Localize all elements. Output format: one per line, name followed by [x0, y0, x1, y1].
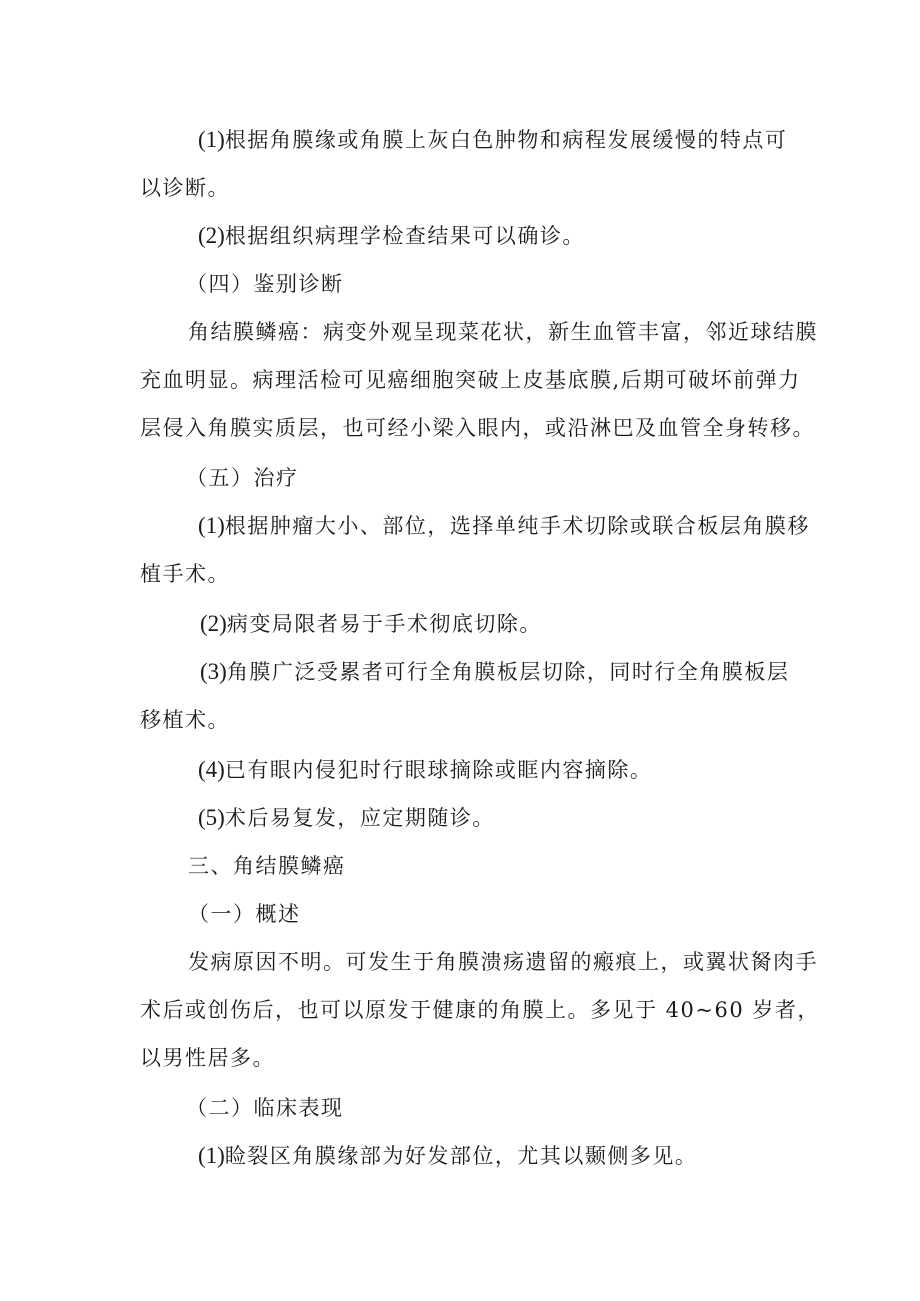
- paragraph-line: [140, 706, 230, 734]
- line-text: 根据角膜缘或角膜上灰白色肿物和病程发展缓慢的特点可: [224, 128, 788, 152]
- line-text: 术后易复发，应定期随诊。: [224, 806, 495, 830]
- paragraph-line: [198, 126, 787, 154]
- line-text: 术后或创伤后，也可以原发于健康的角膜上。多见于 40~60 岁者，: [140, 998, 820, 1022]
- list-number: (2): [198, 223, 225, 248]
- paragraph-line: [140, 1044, 275, 1072]
- paragraph-line: [198, 756, 652, 784]
- line-text: 发病原因不明。可发生于角膜溃疡遗留的瘢痕上，或翼状胬肉手: [188, 950, 818, 974]
- list-number: (2): [200, 611, 227, 636]
- line-text: 植手术。: [140, 562, 230, 586]
- list-number: (1): [198, 1143, 225, 1168]
- section-heading: （五）治疗: [186, 466, 299, 490]
- line-text: 以男性居多。: [140, 1046, 275, 1070]
- line-text: 睑裂区角膜缘部为好发部位，尤其以颞侧多见。: [224, 1144, 698, 1168]
- line-text: 移植术。: [140, 708, 230, 732]
- paragraph-line: [140, 366, 801, 394]
- list-number: (5): [198, 805, 225, 830]
- line-text: 病变局限者易于手术彻底切除。: [226, 612, 542, 636]
- paragraph-line: [200, 610, 542, 638]
- line-text: 层侵入角膜实质层，也可经小梁入眼内，或沿淋巴及血管全身转移。: [140, 416, 815, 440]
- line-text: 已有眼内侵犯时行眼球摘除或眶内容摘除。: [224, 758, 653, 782]
- paragraph-line: [198, 222, 585, 250]
- list-number: (3): [200, 659, 227, 684]
- chapter-heading: 三、角结膜鳞癌: [188, 854, 346, 878]
- line-text: 角膜广泛受累者可行全角膜板层切除，同时行全角膜板层: [226, 660, 790, 684]
- paragraph-line: [188, 318, 818, 346]
- list-number: (1): [198, 127, 225, 152]
- paragraph-line: [198, 1142, 697, 1170]
- paragraph-line: [188, 948, 818, 976]
- line-text: 根据肿瘤大小、部位，选择单纯手术切除或联合板层角膜移: [224, 514, 810, 538]
- paragraph-line: [140, 174, 230, 202]
- section-heading: （四）鉴别诊断: [186, 272, 344, 296]
- paragraph-line: [140, 560, 230, 588]
- paragraph-line: [198, 804, 495, 832]
- line-text: 以诊断。: [140, 176, 230, 200]
- paragraph-line: [140, 996, 820, 1024]
- line-text: 角结膜鳞癌：病变外观呈现菜花状，新生血管丰富，邻近球结膜: [188, 320, 818, 344]
- line-text: 根据组织病理学检查结果可以确诊。: [224, 224, 585, 248]
- list-number: (1): [198, 513, 225, 538]
- section-heading: （一）概述: [188, 902, 301, 926]
- list-number: (4): [198, 757, 225, 782]
- paragraph-line: [140, 414, 815, 442]
- line-text: 充血明显。病理活检可见癌细胞突破上皮基底膜,后期可破坏前弹力: [140, 368, 801, 392]
- section-heading: （二）临床表现: [186, 1096, 344, 1120]
- paragraph-line: [198, 512, 810, 540]
- paragraph-line: [200, 658, 789, 686]
